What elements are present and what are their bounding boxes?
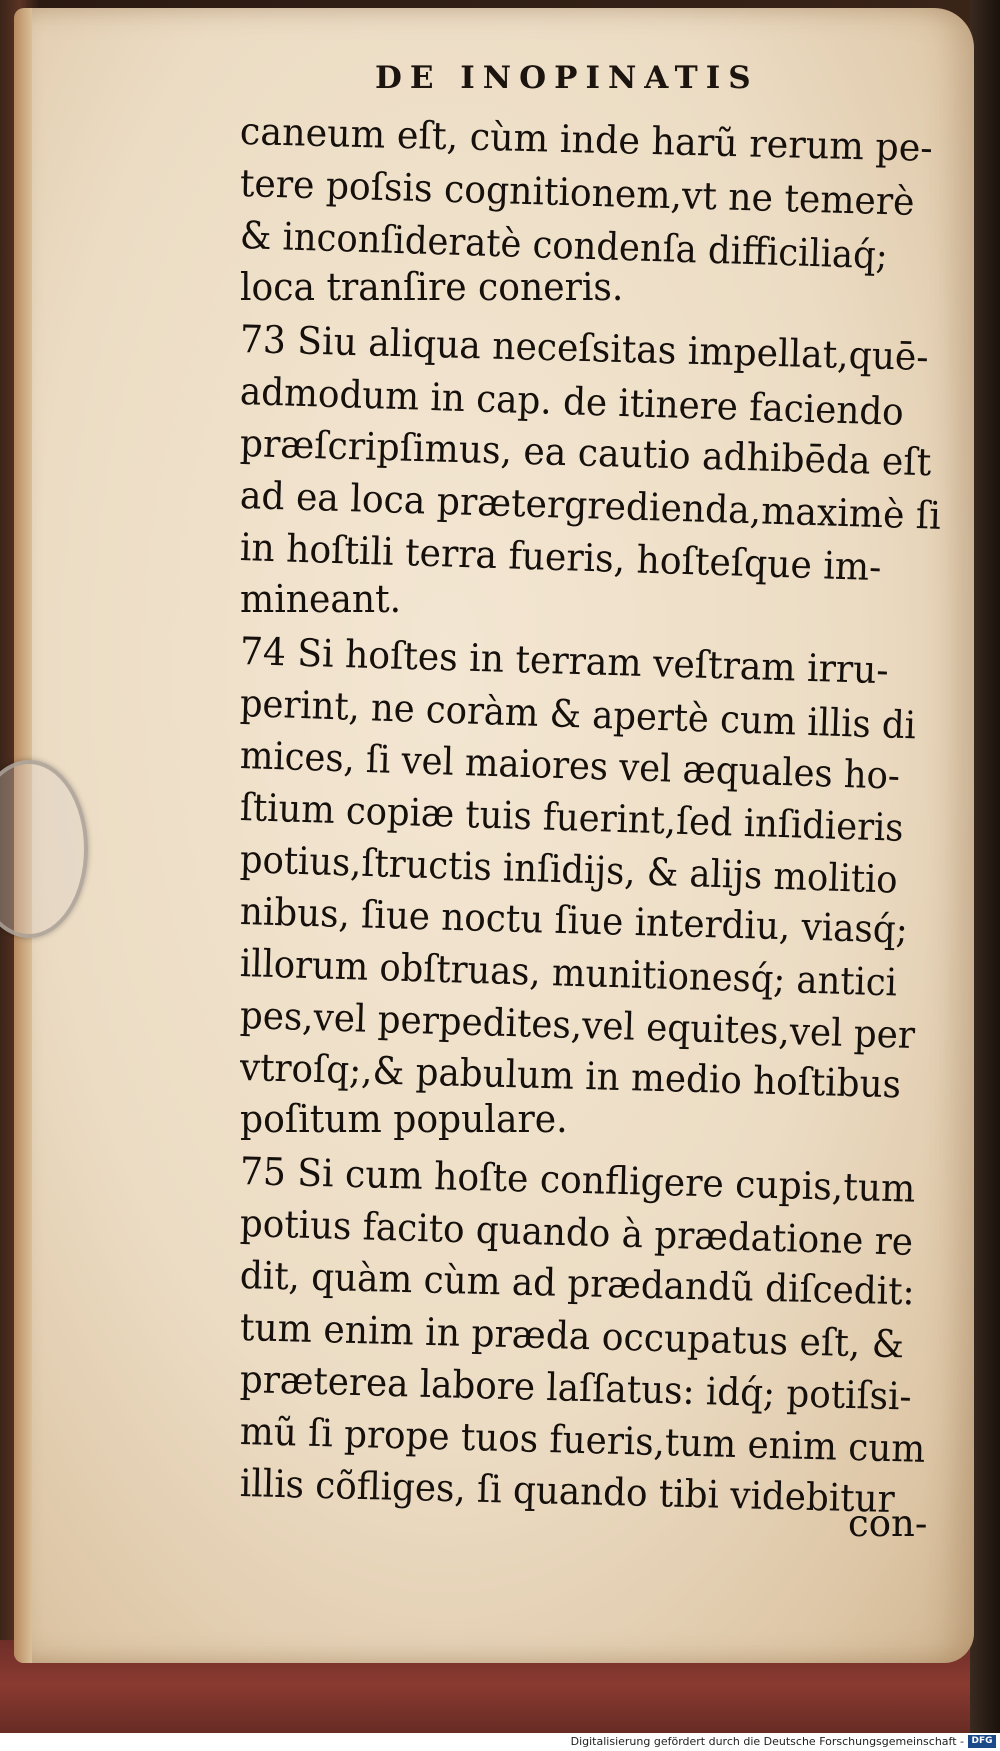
text-line: 73 Siu aliqua neceſsitas impellat,quē- — [239, 317, 930, 380]
digitization-credit: Digitalisierung gefördert durch die Deutsche Forschungsgemeinschaft - — [570, 1735, 964, 1748]
text-line: ad ea loca prætergredienda,maximè ſi — [239, 473, 942, 538]
text-line: nibus, ſiue noctu ſiue interdiu, viasq́; — [239, 889, 909, 952]
text-line: illorum obſtruas, munitionesq́; antici — [239, 941, 898, 1005]
text-line: in hoſtili terra fueris, hoſteſque im- — [239, 525, 882, 590]
text-line: ſtium copiæ tuis fuerint,ſed inſidieris — [239, 785, 905, 850]
text-line: 74 Si hoſtes in terram veſtram irru- — [239, 629, 890, 693]
running-head: DE INOPINATIS — [375, 60, 759, 96]
text-line: perint, ne coràm & apertè cum illis di — [239, 681, 917, 748]
text-line: vtroſq;,& pabulum in medio hoſtibus — [239, 1045, 902, 1107]
book-cover-right-edge — [970, 0, 1000, 1751]
text-line: illis cõfliges, ſi quando tibi videbitur — [239, 1461, 896, 1521]
text-line: præterea labore laſſatus: idq́; potiſsi- — [239, 1357, 913, 1419]
text-line: mũ ſi prope tuos fueris,tum enim cum — [239, 1409, 926, 1471]
text-line: potius,ſtructis inſidijs, & alijs molitio — [239, 837, 899, 902]
text-block — [239, 105, 942, 1521]
text-line: & inconſideratè condenſa difficiliaq́; — [239, 213, 889, 278]
text-line: præſcripſimus, ea cautio adhibēda eſt — [239, 421, 932, 485]
text-line: dit, quàm cùm ad prædandũ diſcedit: — [239, 1253, 916, 1314]
text-line: mineant. — [240, 577, 402, 621]
text-line: tere poſsis cognitionem,vt ne temerè — [239, 161, 916, 224]
dfg-logo-icon: DFG — [968, 1735, 996, 1748]
text-line: tum enim in præda occupatus eſt, & — [239, 1305, 905, 1367]
catchword: con- — [848, 1502, 928, 1545]
text-line: pes,vel perpedites,vel equites,vel per — [239, 993, 916, 1058]
text-line: poſitum populare. — [240, 1097, 568, 1141]
text-line: mices, ſi vel maiores vel æquales ho- — [239, 733, 901, 798]
text-line: caneum eſt, cùm inde harũ rerum pe- — [239, 109, 934, 170]
text-line: admodum in cap. de itinere faciendo — [239, 369, 905, 434]
text-line: 75 Si cum hoſte confligere cupis,tum — [239, 1149, 916, 1211]
text-line: loca tranſire coneris. — [240, 265, 624, 309]
text-line: potius facito quando à prædatione re — [239, 1201, 914, 1264]
